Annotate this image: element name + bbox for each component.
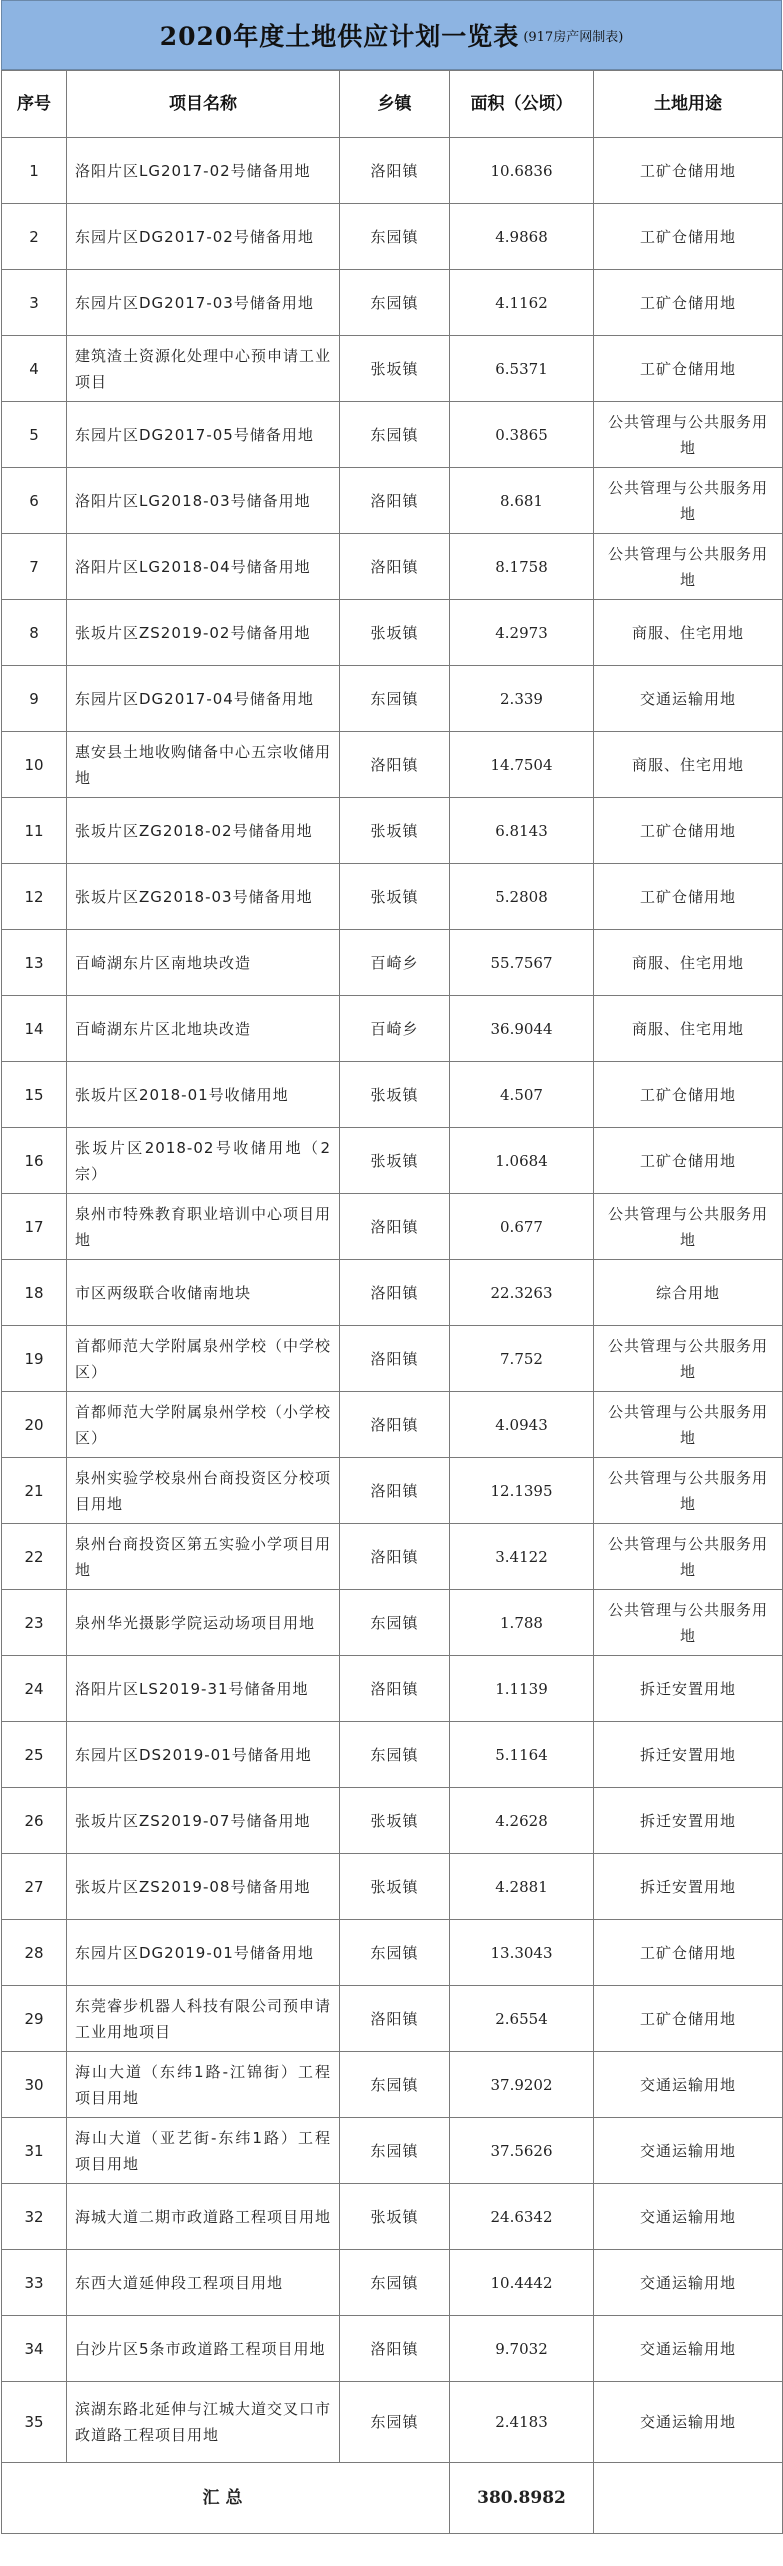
row-name: 东园片区DG2019-01号储备用地 <box>67 1920 340 1986</box>
row-use: 拆迁安置用地 <box>594 1788 783 1854</box>
row-town: 洛阳镇 <box>340 1326 450 1392</box>
land-supply-sheet <box>1 0 782 2534</box>
row-no: 9 <box>2 666 67 732</box>
row-area: 4.2881 <box>450 1854 594 1920</box>
row-name: 东西大道延伸段工程项目用地 <box>67 2250 340 2316</box>
row-town: 张坂镇 <box>340 798 450 864</box>
row-use: 公共管理与公共服务用地 <box>594 1194 783 1260</box>
row-no: 32 <box>2 2184 67 2250</box>
table-row <box>2 204 783 270</box>
total-row <box>2 2463 783 2534</box>
row-town: 东园镇 <box>340 402 450 468</box>
row-name: 泉州实验学校泉州台商投资区分校项目用地 <box>67 1458 340 1524</box>
table-row <box>2 1788 783 1854</box>
row-area: 4.9868 <box>450 204 594 270</box>
row-use: 公共管理与公共服务用地 <box>594 534 783 600</box>
row-use: 拆迁安置用地 <box>594 1854 783 1920</box>
row-area: 2.6554 <box>450 1986 594 2052</box>
table-row <box>2 138 783 204</box>
row-no: 20 <box>2 1392 67 1458</box>
row-no: 23 <box>2 1590 67 1656</box>
table-row <box>2 996 783 1062</box>
row-area: 6.5371 <box>450 336 594 402</box>
row-town: 洛阳镇 <box>340 1392 450 1458</box>
row-name: 海山大道（亚艺街-东纬1路）工程项目用地 <box>67 2118 340 2184</box>
row-town: 东园镇 <box>340 1920 450 1986</box>
row-no: 5 <box>2 402 67 468</box>
header-town: 乡镇 <box>340 71 450 138</box>
row-name: 洛阳片区LG2017-02号储备用地 <box>67 138 340 204</box>
row-no: 34 <box>2 2316 67 2382</box>
row-no: 14 <box>2 996 67 1062</box>
row-use: 交通运输用地 <box>594 2250 783 2316</box>
row-area: 55.7567 <box>450 930 594 996</box>
row-area: 3.4122 <box>450 1524 594 1590</box>
row-no: 35 <box>2 2382 67 2463</box>
row-name: 东园片区DG2017-05号储备用地 <box>67 402 340 468</box>
row-use: 商服、住宅用地 <box>594 930 783 996</box>
row-use: 交通运输用地 <box>594 666 783 732</box>
row-town: 张坂镇 <box>340 1128 450 1194</box>
row-no: 4 <box>2 336 67 402</box>
table-row <box>2 1326 783 1392</box>
row-area: 4.507 <box>450 1062 594 1128</box>
row-no: 12 <box>2 864 67 930</box>
row-no: 11 <box>2 798 67 864</box>
row-use: 拆迁安置用地 <box>594 1722 783 1788</box>
row-town: 洛阳镇 <box>340 534 450 600</box>
row-no: 18 <box>2 1260 67 1326</box>
row-town: 洛阳镇 <box>340 1458 450 1524</box>
row-use: 工矿仓储用地 <box>594 336 783 402</box>
row-town: 洛阳镇 <box>340 1656 450 1722</box>
row-area: 10.6836 <box>450 138 594 204</box>
row-no: 30 <box>2 2052 67 2118</box>
row-name: 建筑渣土资源化处理中心预申请工业项目 <box>67 336 340 402</box>
row-town: 东园镇 <box>340 1722 450 1788</box>
row-town: 张坂镇 <box>340 864 450 930</box>
row-area: 4.1162 <box>450 270 594 336</box>
row-name: 东莞睿步机器人科技有限公司预申请工业用地项目 <box>67 1986 340 2052</box>
row-town: 东园镇 <box>340 2250 450 2316</box>
row-town: 东园镇 <box>340 270 450 336</box>
row-no: 27 <box>2 1854 67 1920</box>
row-town: 洛阳镇 <box>340 1524 450 1590</box>
row-town: 洛阳镇 <box>340 2316 450 2382</box>
row-use: 公共管理与公共服务用地 <box>594 1392 783 1458</box>
row-name: 滨湖东路北延伸与江城大道交叉口市政道路工程项目用地 <box>67 2382 340 2463</box>
table-row <box>2 1590 783 1656</box>
row-use: 商服、住宅用地 <box>594 996 783 1062</box>
row-use: 交通运输用地 <box>594 2382 783 2463</box>
row-name: 张坂片区ZG2018-03号储备用地 <box>67 864 340 930</box>
table-body <box>2 138 783 2463</box>
row-use: 公共管理与公共服务用地 <box>594 1326 783 1392</box>
header-no: 序号 <box>2 71 67 138</box>
row-no: 33 <box>2 2250 67 2316</box>
row-use: 商服、住宅用地 <box>594 732 783 798</box>
table-row <box>2 2250 783 2316</box>
row-name: 张坂片区2018-02号收储用地（2宗） <box>67 1128 340 1194</box>
row-no: 10 <box>2 732 67 798</box>
row-no: 6 <box>2 468 67 534</box>
row-name: 洛阳片区LG2018-04号储备用地 <box>67 534 340 600</box>
title-bar <box>1 0 782 70</box>
row-use: 工矿仓储用地 <box>594 864 783 930</box>
row-name: 东园片区DG2017-04号储备用地 <box>67 666 340 732</box>
row-use: 交通运输用地 <box>594 2316 783 2382</box>
row-no: 3 <box>2 270 67 336</box>
row-use: 工矿仓储用地 <box>594 204 783 270</box>
row-town: 东园镇 <box>340 1590 450 1656</box>
table-row <box>2 600 783 666</box>
row-no: 29 <box>2 1986 67 2052</box>
row-area: 0.677 <box>450 1194 594 1260</box>
row-use: 工矿仓储用地 <box>594 270 783 336</box>
table-row <box>2 1458 783 1524</box>
row-name: 东园片区DG2017-03号储备用地 <box>67 270 340 336</box>
row-town: 张坂镇 <box>340 1062 450 1128</box>
row-town: 洛阳镇 <box>340 138 450 204</box>
row-area: 13.3043 <box>450 1920 594 1986</box>
table-row <box>2 1194 783 1260</box>
row-area: 4.0943 <box>450 1392 594 1458</box>
row-use: 交通运输用地 <box>594 2052 783 2118</box>
table-row <box>2 2052 783 2118</box>
row-use: 工矿仓储用地 <box>594 1986 783 2052</box>
row-town: 张坂镇 <box>340 600 450 666</box>
row-use: 公共管理与公共服务用地 <box>594 402 783 468</box>
row-area: 2.4183 <box>450 2382 594 2463</box>
row-name: 泉州台商投资区第五实验小学项目用地 <box>67 1524 340 1590</box>
row-name: 张坂片区ZS2019-08号储备用地 <box>67 1854 340 1920</box>
total-empty-cell <box>594 2463 783 2534</box>
row-name: 海城大道二期市政道路工程项目用地 <box>67 2184 340 2250</box>
row-use: 交通运输用地 <box>594 2118 783 2184</box>
row-use: 工矿仓储用地 <box>594 1920 783 1986</box>
row-name: 白沙片区5条市政道路工程项目用地 <box>67 2316 340 2382</box>
row-area: 1.1139 <box>450 1656 594 1722</box>
row-use: 公共管理与公共服务用地 <box>594 1590 783 1656</box>
table-row <box>2 2316 783 2382</box>
row-no: 8 <box>2 600 67 666</box>
row-no: 22 <box>2 1524 67 1590</box>
row-town: 东园镇 <box>340 666 450 732</box>
table-row <box>2 1524 783 1590</box>
row-use: 工矿仓储用地 <box>594 138 783 204</box>
row-no: 16 <box>2 1128 67 1194</box>
table-row <box>2 1128 783 1194</box>
table-row <box>2 1062 783 1128</box>
row-name: 市区两级联合收储南地块 <box>67 1260 340 1326</box>
table-row <box>2 534 783 600</box>
row-town: 张坂镇 <box>340 2184 450 2250</box>
table-row <box>2 798 783 864</box>
table-row <box>2 270 783 336</box>
row-name: 泉州华光摄影学院运动场项目用地 <box>67 1590 340 1656</box>
total-value: 380.8982 <box>450 2463 594 2534</box>
row-no: 1 <box>2 138 67 204</box>
table-row <box>2 2184 783 2250</box>
row-no: 24 <box>2 1656 67 1722</box>
row-town: 百崎乡 <box>340 930 450 996</box>
title-note: (917房产网制表) <box>523 29 624 45</box>
row-area: 9.7032 <box>450 2316 594 2382</box>
row-no: 17 <box>2 1194 67 1260</box>
row-name: 百崎湖东片区南地块改造 <box>67 930 340 996</box>
row-area: 5.1164 <box>450 1722 594 1788</box>
land-supply-table <box>1 70 783 2534</box>
row-use: 综合用地 <box>594 1260 783 1326</box>
row-town: 百崎乡 <box>340 996 450 1062</box>
row-use: 拆迁安置用地 <box>594 1656 783 1722</box>
header-use: 土地用途 <box>594 71 783 138</box>
row-use: 工矿仓储用地 <box>594 1128 783 1194</box>
row-use: 工矿仓储用地 <box>594 1062 783 1128</box>
row-area: 7.752 <box>450 1326 594 1392</box>
table-row <box>2 1722 783 1788</box>
row-no: 25 <box>2 1722 67 1788</box>
table-row <box>2 1854 783 1920</box>
table-row <box>2 666 783 732</box>
row-name: 张坂片区ZS2019-02号储备用地 <box>67 600 340 666</box>
row-use: 公共管理与公共服务用地 <box>594 1524 783 1590</box>
row-town: 东园镇 <box>340 2052 450 2118</box>
row-town: 张坂镇 <box>340 336 450 402</box>
row-area: 1.0684 <box>450 1128 594 1194</box>
row-name: 洛阳片区LS2019-31号储备用地 <box>67 1656 340 1722</box>
row-no: 31 <box>2 2118 67 2184</box>
row-town: 洛阳镇 <box>340 732 450 798</box>
table-row <box>2 1260 783 1326</box>
table-row <box>2 1656 783 1722</box>
row-no: 19 <box>2 1326 67 1392</box>
row-area: 2.339 <box>450 666 594 732</box>
row-name: 首都师范大学附属泉州学校（中学校区） <box>67 1326 340 1392</box>
row-area: 12.1395 <box>450 1458 594 1524</box>
table-row <box>2 1920 783 1986</box>
row-name: 泉州市特殊教育职业培训中心项目用地 <box>67 1194 340 1260</box>
table-row <box>2 930 783 996</box>
row-area: 36.9044 <box>450 996 594 1062</box>
row-area: 4.2628 <box>450 1788 594 1854</box>
row-area: 8.681 <box>450 468 594 534</box>
row-area: 37.9202 <box>450 2052 594 2118</box>
row-no: 7 <box>2 534 67 600</box>
row-no: 2 <box>2 204 67 270</box>
table-row <box>2 402 783 468</box>
row-area: 37.5626 <box>450 2118 594 2184</box>
header-name: 项目名称 <box>67 71 340 138</box>
row-area: 5.2808 <box>450 864 594 930</box>
row-name: 东园片区DG2017-02号储备用地 <box>67 204 340 270</box>
row-area: 10.4442 <box>450 2250 594 2316</box>
row-area: 0.3865 <box>450 402 594 468</box>
row-name: 首都师范大学附属泉州学校（小学校区） <box>67 1392 340 1458</box>
row-area: 1.788 <box>450 1590 594 1656</box>
row-no: 13 <box>2 930 67 996</box>
row-name: 东园片区DS2019-01号储备用地 <box>67 1722 340 1788</box>
row-town: 洛阳镇 <box>340 1986 450 2052</box>
row-town: 张坂镇 <box>340 1854 450 1920</box>
row-use: 商服、住宅用地 <box>594 600 783 666</box>
row-area: 22.3263 <box>450 1260 594 1326</box>
row-town: 东园镇 <box>340 2382 450 2463</box>
row-town: 洛阳镇 <box>340 1194 450 1260</box>
row-use: 公共管理与公共服务用地 <box>594 468 783 534</box>
table-row <box>2 468 783 534</box>
row-town: 张坂镇 <box>340 1788 450 1854</box>
table-row <box>2 336 783 402</box>
row-name: 惠安县土地收购储备中心五宗收储用地 <box>67 732 340 798</box>
row-no: 15 <box>2 1062 67 1128</box>
row-town: 东园镇 <box>340 204 450 270</box>
row-name: 洛阳片区LG2018-03号储备用地 <box>67 468 340 534</box>
row-no: 28 <box>2 1920 67 1986</box>
row-name: 张坂片区ZG2018-02号储备用地 <box>67 798 340 864</box>
header-row <box>2 71 783 138</box>
row-town: 洛阳镇 <box>340 1260 450 1326</box>
row-name: 张坂片区ZS2019-07号储备用地 <box>67 1788 340 1854</box>
table-row <box>2 864 783 930</box>
row-use: 交通运输用地 <box>594 2184 783 2250</box>
table-row <box>2 2382 783 2463</box>
row-area: 8.1758 <box>450 534 594 600</box>
row-no: 21 <box>2 1458 67 1524</box>
row-use: 公共管理与公共服务用地 <box>594 1458 783 1524</box>
page-title: 2020年度土地供应计划一览表 <box>159 22 520 51</box>
row-name: 海山大道（东纬1路-江锦街）工程项目用地 <box>67 2052 340 2118</box>
table-row <box>2 732 783 798</box>
row-name: 百崎湖东片区北地块改造 <box>67 996 340 1062</box>
row-use: 工矿仓储用地 <box>594 798 783 864</box>
row-area: 4.2973 <box>450 600 594 666</box>
row-area: 14.7504 <box>450 732 594 798</box>
table-row <box>2 1392 783 1458</box>
table-row <box>2 2118 783 2184</box>
row-no: 26 <box>2 1788 67 1854</box>
row-town: 洛阳镇 <box>340 468 450 534</box>
row-area: 24.6342 <box>450 2184 594 2250</box>
table-row <box>2 1986 783 2052</box>
row-area: 6.8143 <box>450 798 594 864</box>
row-name: 张坂片区2018-01号收储用地 <box>67 1062 340 1128</box>
header-area: 面积（公顷） <box>450 71 594 138</box>
total-label: 汇总 <box>2 2463 450 2534</box>
row-town: 东园镇 <box>340 2118 450 2184</box>
